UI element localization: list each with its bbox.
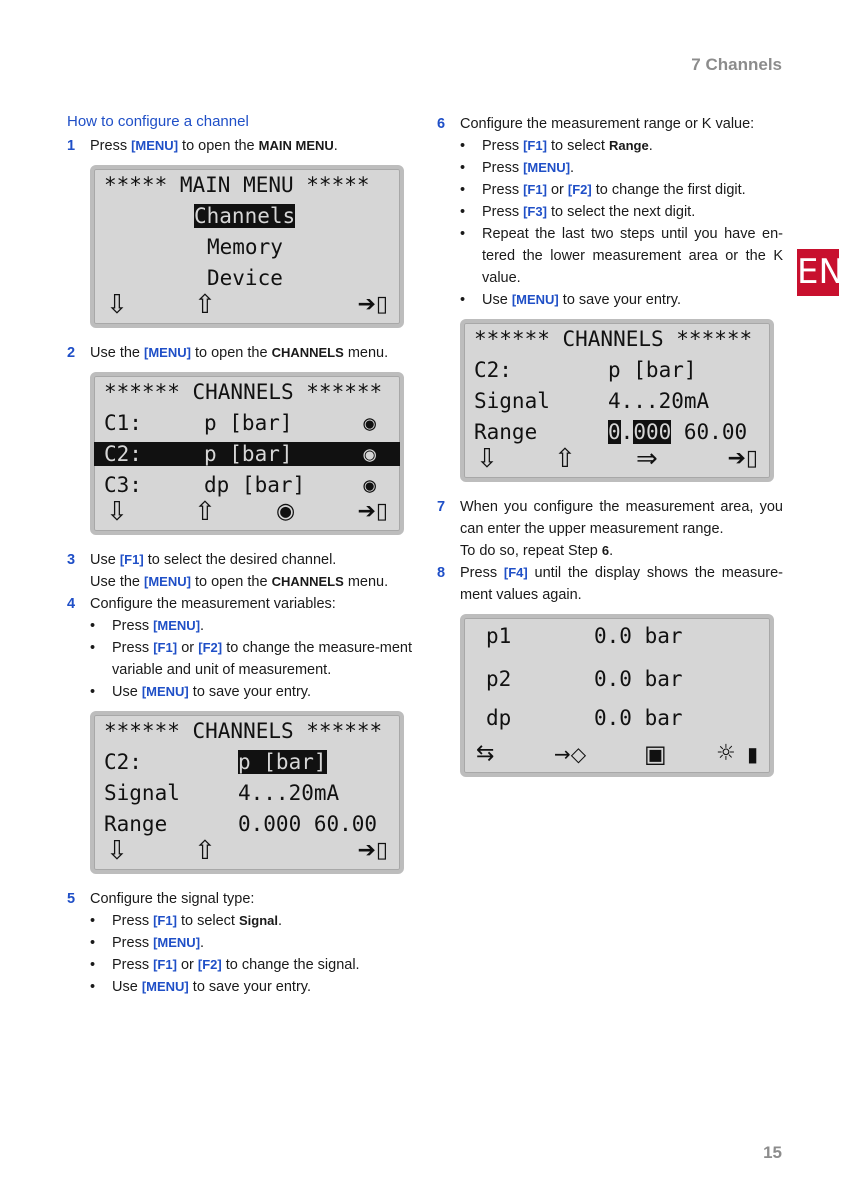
step-text: menu. [343,345,389,361]
exit-door-icon: ➔▯ [357,292,388,317]
lcd-value: 4...20mA [608,389,710,413]
item-text: to change the measure-ment variable and unit of measurement. [112,640,413,678]
lcd-softkeys [106,836,388,866]
lcd-channel-row [104,411,390,435]
key-menu: [MENU] [131,138,179,153]
list-item [460,135,783,157]
lcd-selected-value: p [bar] [238,750,327,774]
lcd-title: ***** MAIN MENU ***** [104,173,370,197]
step-text: Use the [90,345,144,361]
item-text: to select the next digit. [546,204,696,220]
menu-name: CHANNELS [271,574,344,589]
lcd-row [104,812,390,836]
item-text: . [648,138,653,154]
lcd-row [486,706,760,730]
key-menu: [MENU] [511,292,559,307]
lcd-row [474,420,760,444]
list-item [90,910,412,932]
step-number: 3 [67,552,76,568]
key-menu: [MENU] [144,345,191,360]
lcd-value: 0.0 bar [594,706,683,730]
lcd-channels-list [90,372,404,535]
item-bold: Signal [239,913,279,928]
key-f2: [F2] [198,640,223,655]
battery-icon: ▮ [746,742,758,766]
step-6 [437,113,783,135]
section-title: How to configure a channel [67,113,249,130]
up-arrow-icon: ⇧ [554,444,576,474]
eye-icon: ◉ [363,411,376,435]
step-text: to open the [178,138,259,154]
key-f1: [F1] [153,957,177,972]
key-f1: [F1] [523,182,547,197]
list-item [90,681,412,703]
record-icon: ▣ [644,740,667,768]
key-f1: [F1] [119,552,144,567]
lcd-softkeys [476,739,758,769]
lcd-range-edit [460,319,774,482]
item-text: Press [482,182,524,198]
step-2 [67,342,412,364]
up-arrow-icon: ⇧ [194,497,216,527]
item-text: Press [112,957,154,973]
lcd-row [194,204,390,228]
item-text: Use [112,979,142,995]
step-4-bullets [67,615,412,703]
item-text: Press [112,618,154,634]
lcd-label: Signal [104,781,180,805]
item-text: or [176,957,198,973]
step-number: 6 [437,116,446,132]
list-item [90,615,412,637]
lcd-label: p1 [486,624,512,648]
lcd-label: C2: [104,750,142,774]
lcd-value: p [bar] [608,358,697,382]
eye-icon: ◉ [363,473,376,497]
lcd-cursor-digits: 000 [633,420,672,444]
lcd-upper-range: 60.00 [671,420,748,444]
lcd-softkeys [106,290,388,320]
eye-icon: ◉ [276,499,296,524]
key-menu: [MENU] [141,979,189,994]
lcd-channel-row [104,473,390,497]
step-number: 1 [67,138,76,154]
key-menu: [MENU] [144,574,191,589]
step-text: To do so, repeat Step [460,543,602,559]
lcd-softkeys [106,497,388,527]
exit-door-icon: ➔▯ [357,838,388,863]
channel-label: C1: [104,411,142,435]
list-item [460,289,783,311]
key-f4: [F4] [503,565,528,580]
lcd-title: ****** CHANNELS ****** [474,327,753,351]
lcd-measurement-values [460,614,774,777]
step-4 [67,593,412,615]
step-text: to open the [190,345,272,361]
step-text: Use the [90,574,144,590]
lcd-decimal-point: . [620,420,634,444]
lcd-softkeys [476,444,758,474]
lcd-range-value [608,420,747,444]
lcd-row [474,358,760,382]
key-f1: [F1] [523,138,547,153]
step-text: Configure the measurement range or K value: [460,116,755,132]
channel-unit: p [bar] [204,411,293,435]
step-number: 8 [437,565,446,581]
list-item [90,954,412,976]
item-text: . [200,935,205,951]
key-f2: [F2] [567,182,592,197]
down-arrow-icon: ⇩ [476,444,498,474]
item-text: Press [112,640,154,656]
chapter-header: 7 Channels [691,55,782,74]
eye-icon: ◉ [363,442,376,466]
lcd-value: 0.0 bar [594,624,683,648]
lcd-channel-row-selected [94,442,400,466]
step-6-bullets [437,135,783,311]
key-menu: [MENU] [523,160,571,175]
list-item [460,157,783,179]
down-arrow-icon: ⇩ [106,836,128,866]
page-number: 15 [763,1143,782,1162]
step-number: 5 [67,891,76,907]
step-text: . [333,138,338,154]
item-text: Press [112,935,154,951]
item-text: to save your entry. [558,292,681,308]
swap-arrows-icon: ⇆ [476,741,495,766]
down-arrow-icon: ⇩ [106,290,128,320]
item-text: Press [482,204,524,220]
step-8 [437,562,783,606]
exit-door-icon: ➔▯ [727,446,758,471]
item-text: to select [176,913,239,929]
lcd-row [104,781,390,805]
channel-label: C2: [104,442,142,466]
item-text: or [177,640,199,656]
step-text: Configure the measurement variables: [90,596,336,612]
lcd-title: ****** CHANNELS ****** [104,380,383,404]
lcd-value: 0.000 60.00 [238,812,378,836]
step-ref: 6 [601,543,610,558]
lcd-selected-item: Channels [194,204,296,228]
item-text: Use [482,292,512,308]
item-text: . [278,913,283,929]
lcd-value: 0.0 bar [594,667,683,691]
lcd-item: Device [207,266,283,290]
item-text: to save your entry. [188,979,311,995]
list-item [90,976,412,998]
item-text: Use [112,684,142,700]
right-arrow-icon: ⇒ [636,444,658,474]
language-tab: EN [797,249,839,296]
lcd-label: Range [474,420,538,444]
step-text: Use [90,552,120,568]
lcd-main-menu [90,165,404,328]
channel-unit: p [bar] [204,442,293,466]
item-text: to select [546,138,609,154]
key-f2: [F2] [197,957,222,972]
step-text: When you configure the measurement area, you can enter the upper measurement range. [460,499,783,537]
channel-label: C3: [104,473,142,497]
lcd-label: p2 [486,667,512,691]
item-text: or [546,182,568,198]
light-icon: ☼ [716,741,736,766]
right-column [437,113,783,791]
step-number: 4 [67,596,76,612]
lcd-row [486,667,760,691]
step-5-bullets [67,910,412,998]
list-item [460,179,783,201]
item-text: Repeat the last two steps until you have en-tered the lower measurement area or the K value. [482,226,783,286]
channel-unit: dp [bar] [204,473,306,497]
up-arrow-icon: ⇧ [194,290,216,320]
item-text: . [200,618,205,634]
step-number: 7 [437,499,446,515]
key-f1: [F1] [153,640,178,655]
step-text: . [609,543,614,559]
lcd-label: C2: [474,358,512,382]
key-menu: [MENU] [141,684,189,699]
lcd-channel-config [90,711,404,874]
step-number: 2 [67,345,76,361]
item-text: to change the first digit. [591,182,746,198]
lcd-row [486,624,760,648]
zero-point-icon: →◇ [554,742,587,766]
list-item [460,201,783,223]
lcd-label: Range [104,812,168,836]
list-item [90,637,412,681]
step-text: Press [460,565,504,581]
lcd-row [474,389,760,413]
lcd-label: dp [486,706,512,730]
step-text: Configure the signal type: [90,891,255,907]
key-menu: [MENU] [153,935,201,950]
item-text: to change the signal. [221,957,360,973]
exit-door-icon: ➔▯ [357,499,388,524]
item-text: Press [482,160,524,176]
lcd-label: Signal [474,389,550,413]
lcd-row [104,750,390,774]
down-arrow-icon: ⇩ [106,497,128,527]
step-text: Press [90,138,132,154]
left-column [67,113,412,998]
step-text: menu. [343,574,389,590]
item-text: . [570,160,575,176]
step-3 [67,549,412,593]
step-1 [67,135,412,157]
step-text: to open the [190,574,272,590]
lcd-item: Memory [207,235,283,259]
up-arrow-icon: ⇧ [194,836,216,866]
item-text: to save your entry. [188,684,311,700]
menu-name: MAIN MENU [258,138,334,153]
step-7 [437,496,783,562]
key-f3: [F3] [523,204,547,219]
menu-name: CHANNELS [271,345,344,360]
list-item [460,223,783,289]
item-bold: Range [609,138,649,153]
key-menu: [MENU] [153,618,201,633]
step-text: to select the desired channel. [143,552,337,568]
lcd-cursor-digit: 0 [608,420,621,444]
lcd-title: ****** CHANNELS ****** [104,719,383,743]
lcd-value: 4...20mA [238,781,340,805]
step-5 [67,888,412,910]
key-f1: [F1] [153,913,177,928]
step-text: until the display shows the measure-ment values again. [460,565,783,603]
item-text: Press [112,913,154,929]
item-text: Press [482,138,524,154]
list-item [90,932,412,954]
